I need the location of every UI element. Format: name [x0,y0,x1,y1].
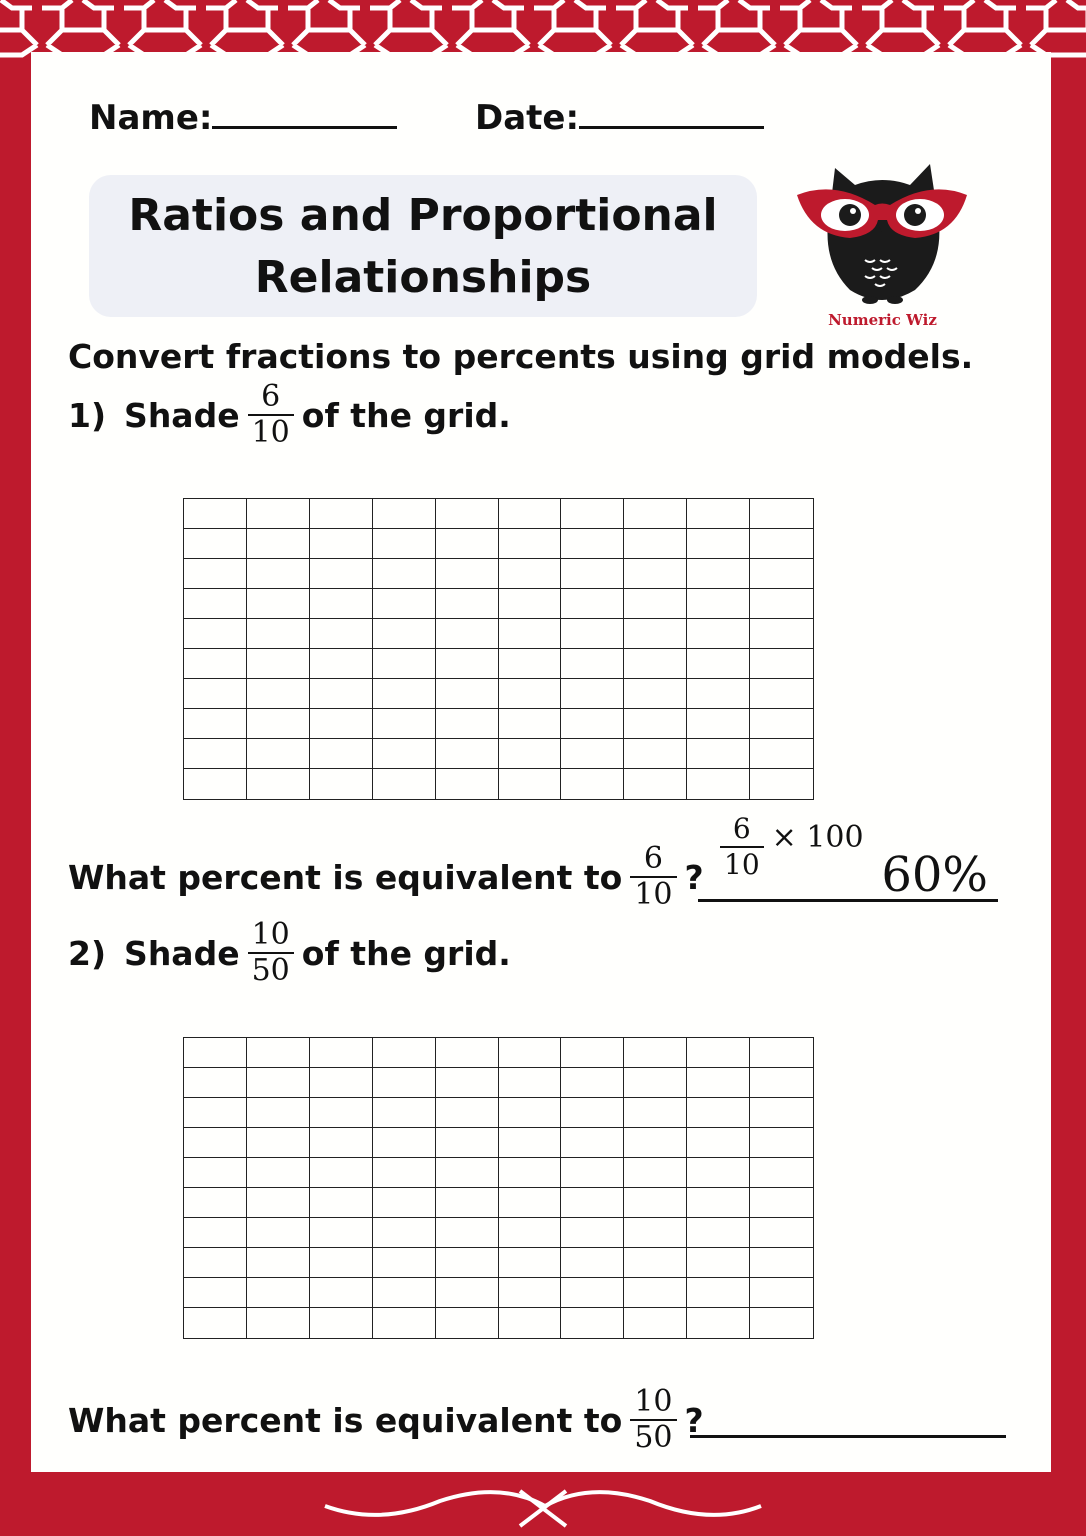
grid-cell[interactable] [687,709,750,739]
logo-brand-text: Numeric Wiz [828,311,937,329]
grid-cell[interactable] [436,529,499,559]
name-field[interactable] [89,98,397,138]
grid-cell[interactable] [310,529,373,559]
grid-cell[interactable] [561,769,624,799]
grid-cell[interactable] [561,1038,624,1068]
grid-cell[interactable] [499,559,562,589]
grid-cell[interactable] [373,1308,436,1338]
grid-cell[interactable] [624,679,687,709]
grid-cell[interactable] [310,1068,373,1098]
answer-2-field[interactable] [690,1400,1006,1438]
grid-cell[interactable] [687,529,750,559]
grid-cell[interactable] [247,709,310,739]
grid-cell[interactable] [687,1038,750,1068]
problem-2-question [68,1385,704,1455]
grid-cell[interactable] [310,1038,373,1068]
grid-cell[interactable] [687,1158,750,1188]
grid-cell[interactable] [750,1308,813,1338]
grid-cell[interactable] [436,619,499,649]
grid-cell[interactable] [561,589,624,619]
grid-cell[interactable] [750,559,813,589]
grid-cell[interactable] [624,1098,687,1128]
numeric-wiz-logo [795,160,970,330]
grid-cell[interactable] [373,1158,436,1188]
problem-suffix: of the grid. [301,933,511,973]
fraction-denominator: 10 [248,414,294,450]
grid-cell[interactable] [373,1128,436,1158]
grid-cell[interactable] [750,1038,813,1068]
question-text: What percent is equivalent to [68,857,623,897]
grid-cell[interactable] [247,1098,310,1128]
fraction-denominator: 10 [630,876,676,912]
grid-cell[interactable] [561,559,624,589]
grid-cell[interactable] [687,679,750,709]
grid-cell[interactable] [750,1098,813,1128]
grid-cell[interactable] [184,1218,247,1248]
grid-cell[interactable] [247,1158,310,1188]
grid-cell[interactable] [624,1308,687,1338]
grid-cell[interactable] [436,1278,499,1308]
grid-cell[interactable] [247,1218,310,1248]
grid-cell[interactable] [184,1038,247,1068]
grid-cell[interactable] [499,649,562,679]
question-mark: ? [684,1400,704,1440]
grid-cell[interactable] [184,589,247,619]
grid-cell[interactable] [247,589,310,619]
grid-cell[interactable] [561,739,624,769]
grid-cell[interactable] [436,649,499,679]
fraction-numerator: 10 [251,917,290,952]
grid-cell[interactable] [184,1308,247,1338]
grid-cell[interactable] [687,739,750,769]
grid-cell[interactable] [247,619,310,649]
grid-cell[interactable] [499,1278,562,1308]
grid-cell[interactable] [247,649,310,679]
grid-cell[interactable] [499,1038,562,1068]
grid-cell[interactable] [184,529,247,559]
grid-cell[interactable] [687,589,750,619]
grid-cell[interactable] [624,1278,687,1308]
grid-cell[interactable] [247,1128,310,1158]
grid-cell[interactable] [436,589,499,619]
grid-cell[interactable] [687,1218,750,1248]
grid-cell[interactable] [750,589,813,619]
grid-cell[interactable] [247,769,310,799]
grid-cell[interactable] [436,769,499,799]
grid-cell[interactable] [750,739,813,769]
grid-cell[interactable] [624,649,687,679]
grid-cell[interactable] [184,619,247,649]
grid-cell[interactable] [561,1188,624,1218]
grid-cell[interactable] [499,739,562,769]
grid-cell[interactable] [499,1308,562,1338]
grid-cell[interactable] [436,1098,499,1128]
grid-cell[interactable] [436,1218,499,1248]
grid-cell[interactable] [373,739,436,769]
grid-cell[interactable] [750,679,813,709]
grid-cell[interactable] [436,499,499,529]
grid-cell[interactable] [750,709,813,739]
grid-cell[interactable] [436,1248,499,1278]
problem-suffix: of the grid. [301,395,511,435]
question-mark: ? [684,857,704,897]
grid-cell[interactable] [561,1128,624,1158]
grid-cell[interactable] [687,619,750,649]
grid-cell[interactable] [750,1248,813,1278]
title-box [89,175,757,317]
grid-cell[interactable] [310,499,373,529]
grid-cell[interactable] [310,679,373,709]
grid-cell[interactable] [687,769,750,799]
grid-cell[interactable] [750,1278,813,1308]
owl-icon [795,160,970,305]
grid-cell[interactable] [499,1068,562,1098]
grid-cell[interactable] [687,1098,750,1128]
grid-cell[interactable] [624,1188,687,1218]
grid-cell[interactable] [561,1098,624,1128]
grid-cell[interactable] [499,499,562,529]
grid-cell[interactable] [624,769,687,799]
grid-cell[interactable] [687,649,750,679]
grid-cell[interactable] [561,619,624,649]
grid-cell[interactable] [624,1218,687,1248]
grid-cell[interactable] [310,1248,373,1278]
grid-cell[interactable] [247,529,310,559]
grid-cell[interactable] [373,679,436,709]
grid-cell[interactable] [184,1068,247,1098]
grid-cell[interactable] [373,1068,436,1098]
grid-cell[interactable] [310,559,373,589]
grid-cell[interactable] [687,1128,750,1158]
grid-cell[interactable] [184,739,247,769]
grid-cell[interactable] [373,1188,436,1218]
grid-cell[interactable] [750,1218,813,1248]
grid-cell[interactable] [184,1128,247,1158]
problem-2-prompt [68,918,511,988]
grid-cell[interactable] [247,1248,310,1278]
grid-cell[interactable] [247,1038,310,1068]
fraction-numerator: 10 [634,1384,673,1419]
grid-cell[interactable] [373,1098,436,1128]
title-line-1: Ratios and Proportional [128,190,718,241]
grid-cell[interactable] [750,769,813,799]
hundred-grid-2[interactable] [183,1037,814,1339]
grid-cell[interactable] [184,1248,247,1278]
grid-cell[interactable] [310,1158,373,1188]
grid-cell[interactable] [247,1308,310,1338]
fraction-denominator: 50 [630,1419,676,1455]
grid-cell[interactable] [624,1158,687,1188]
grid-cell[interactable] [750,619,813,649]
grid-cell[interactable] [624,589,687,619]
grid-cell[interactable] [624,1248,687,1278]
fraction-numerator: 6 [643,841,663,876]
grid-cell[interactable] [436,739,499,769]
grid-cell[interactable] [687,499,750,529]
grid-cell[interactable] [310,589,373,619]
grid-cell[interactable] [499,1158,562,1188]
grid-cell[interactable] [310,1128,373,1158]
grid-cell[interactable] [499,769,562,799]
problem-number: 1) [68,395,107,435]
grid-cell[interactable] [184,1158,247,1188]
grid-cell[interactable] [499,589,562,619]
grid-cell[interactable] [561,649,624,679]
grid-cell[interactable] [687,1068,750,1098]
hundred-grid-1[interactable] [183,498,814,800]
grid-cell[interactable] [499,1248,562,1278]
name-label: Name: [89,98,213,138]
grid-cell[interactable] [373,1038,436,1068]
grid-cell[interactable] [184,649,247,679]
grid-cell[interactable] [561,1308,624,1338]
grid-cell[interactable] [561,709,624,739]
grid-cell[interactable] [184,559,247,589]
grid-cell[interactable] [561,1248,624,1278]
grid-cell[interactable] [373,559,436,589]
grid-cell[interactable] [184,1278,247,1308]
work-times-100: × 100 [771,819,864,855]
grid-cell[interactable] [499,1188,562,1218]
grid-cell[interactable] [310,1218,373,1248]
grid-cell[interactable] [436,1158,499,1188]
grid-cell[interactable] [624,709,687,739]
grid-cell[interactable] [247,1278,310,1308]
grid-cell[interactable] [247,679,310,709]
grid-cell[interactable] [750,1068,813,1098]
grid-cell[interactable] [436,1128,499,1158]
grid-cell[interactable] [310,649,373,679]
grid-cell[interactable] [499,709,562,739]
grid-cell[interactable] [247,559,310,589]
grid-cell[interactable] [373,1278,436,1308]
grid-cell[interactable] [687,1248,750,1278]
grid-cell[interactable] [499,1218,562,1248]
grid-cell[interactable] [561,1218,624,1248]
grid-cell[interactable] [750,499,813,529]
grid-cell[interactable] [247,1188,310,1218]
grid-cell[interactable] [499,619,562,649]
grid-cell[interactable] [436,1308,499,1338]
grid-cell[interactable] [184,679,247,709]
grid-cell[interactable] [310,1098,373,1128]
grid-cell[interactable] [687,559,750,589]
grid-cell[interactable] [750,529,813,559]
grid-cell[interactable] [373,709,436,739]
fraction-numerator: 6 [261,379,281,414]
grid-cell[interactable] [561,679,624,709]
grid-cell[interactable] [373,589,436,619]
grid-cell[interactable] [247,499,310,529]
work-denominator: 10 [720,846,764,882]
grid-cell[interactable] [310,1188,373,1218]
grid-cell[interactable] [499,529,562,559]
grid-cell[interactable] [373,769,436,799]
grid-cell[interactable] [373,649,436,679]
grid-cell[interactable] [624,1128,687,1158]
grid-cell[interactable] [561,1278,624,1308]
grid-cell[interactable] [687,1308,750,1338]
grid-cell[interactable] [624,619,687,649]
grid-cell[interactable] [436,679,499,709]
grid-cell[interactable] [373,619,436,649]
work-numerator: 6 [732,812,751,845]
grid-cell[interactable] [750,1158,813,1188]
grid-cell[interactable] [310,619,373,649]
question-text: What percent is equivalent to [68,1400,623,1440]
grid-cell[interactable] [561,529,624,559]
grid-cell[interactable] [436,709,499,739]
grid-cell[interactable] [750,1128,813,1158]
grid-cell[interactable] [561,499,624,529]
grid-cell[interactable] [184,1098,247,1128]
grid-cell[interactable] [310,1308,373,1338]
grid-cell[interactable] [750,649,813,679]
grid-cell[interactable] [373,1248,436,1278]
problem-number: 2) [68,933,107,973]
grid-cell[interactable] [624,529,687,559]
grid-cell[interactable] [499,679,562,709]
grid-cell[interactable] [247,1068,310,1098]
grid-cell[interactable] [561,1158,624,1188]
grid-cell[interactable] [624,739,687,769]
grid-cell[interactable] [373,529,436,559]
grid-cell[interactable] [499,1098,562,1128]
grid-cell[interactable] [184,499,247,529]
grid-cell[interactable] [184,1188,247,1218]
problem-prefix: Shade [124,395,240,435]
title-line-2: Relationships [254,252,592,303]
grid-cell[interactable] [750,1188,813,1218]
problem-prefix: Shade [124,933,240,973]
grid-cell[interactable] [561,1068,624,1098]
grid-cell[interactable] [373,1218,436,1248]
grid-cell[interactable] [436,1038,499,1068]
grid-cell[interactable] [310,1278,373,1308]
grid-cell[interactable] [436,559,499,589]
date-field[interactable] [475,98,764,138]
date-label: Date: [475,98,580,138]
grid-cell[interactable] [436,1068,499,1098]
problem-1-question [68,842,704,912]
answer-1-text: 60% [881,847,988,903]
grid-cell[interactable] [499,1128,562,1158]
border-pattern [0,0,1086,60]
answer-1-field[interactable] [698,848,998,902]
grid-cell[interactable] [687,1188,750,1218]
grid-cell[interactable] [184,769,247,799]
grid-cell[interactable] [310,739,373,769]
instruction-text: Convert fractions to percents using grid models. [68,337,974,376]
problem-1-prompt [68,380,511,450]
grid-cell[interactable] [624,1038,687,1068]
grid-cell[interactable] [624,499,687,529]
grid-cell[interactable] [436,1188,499,1218]
grid-cell[interactable] [624,1068,687,1098]
fraction-denominator: 50 [248,952,294,988]
grid-cell[interactable] [247,739,310,769]
grid-cell[interactable] [310,769,373,799]
grid-cell[interactable] [687,1278,750,1308]
grid-cell[interactable] [373,499,436,529]
grid-cell[interactable] [310,709,373,739]
grid-cell[interactable] [184,709,247,739]
grid-cell[interactable] [624,559,687,589]
bottom-ornament [320,1476,766,1536]
